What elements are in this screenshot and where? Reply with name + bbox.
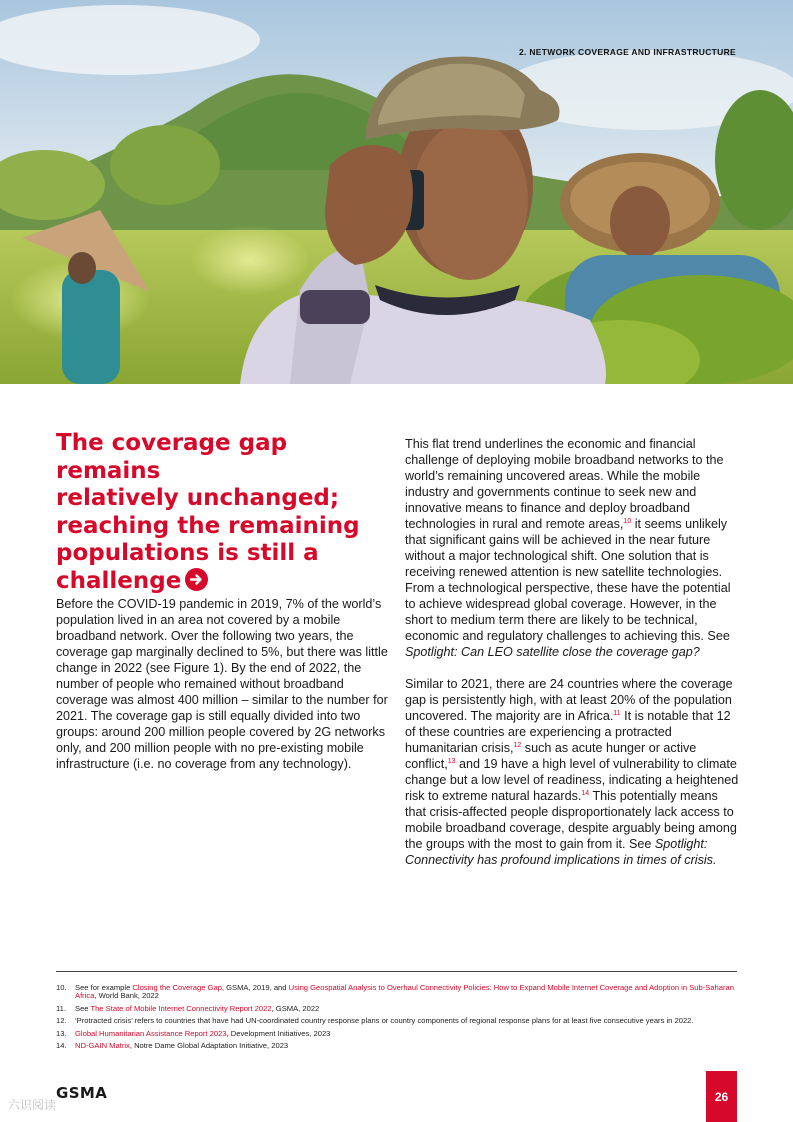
- headline-line: populations is still a: [56, 540, 319, 566]
- footnote-text: [75, 1042, 737, 1050]
- footnote-ref[interactable]: 10: [623, 518, 632, 525]
- gsma-logo: GSMA: [56, 1084, 108, 1102]
- footnote-item: [56, 1030, 737, 1038]
- footnote-number: 12.: [56, 1016, 67, 1026]
- footnote-link[interactable]: The State of Mobile Internet Connectivity Report 2022: [90, 1003, 272, 1013]
- watermark: 六识阅读: [8, 1098, 57, 1112]
- spotlight-reference: Spotlight: Connectivity has profound implications in times of crisis.: [405, 837, 717, 867]
- headline-line: reaching the remaining: [56, 512, 360, 539]
- footnote-text: [75, 1030, 737, 1038]
- arrow-right-icon[interactable]: [185, 568, 208, 591]
- right-paragraph-1: [405, 436, 740, 660]
- left-column-text: [56, 596, 389, 772]
- section-label: 2. NETWORK COVERAGE AND INFRASTRUCTURE: [519, 47, 736, 57]
- headline-line: challenge: [56, 567, 182, 594]
- page-headline: [56, 430, 396, 595]
- footnotes: [56, 984, 737, 1054]
- footnote-item: [56, 984, 737, 1001]
- footnote-text: [75, 984, 737, 1001]
- footnote-item: [56, 1005, 737, 1013]
- farmer-on-phone-illustration: [0, 0, 793, 384]
- footnote-link[interactable]: Closing the Coverage Gap: [132, 983, 222, 992]
- hero-photo: [0, 0, 793, 384]
- text-run: This potentially means that crisis-affected people disproportionately lack access to mobile broadband coverage, despite arguably being among the groups with the most to gain from it. See: [405, 789, 737, 851]
- spotlight-reference: Spotlight: Can LEO satellite close the coverage gap?: [405, 645, 700, 659]
- page-number: 26: [706, 1071, 737, 1122]
- text-run: , Development Initiatives, 2023: [226, 1028, 331, 1038]
- footnote-divider: [56, 971, 737, 972]
- text-run: Similar to 2021, there are 24 countries where the coverage gap is persistently high, with at least 20% of the population uncovered. The majority are in Africa.: [405, 677, 733, 723]
- text-run: and 19 have a high level of vulnerability to climate change but a low level of readiness, indicating a heightened risk to extreme natural hazards.: [405, 757, 739, 803]
- footnote-number: 11.: [56, 1003, 66, 1013]
- footnote-link[interactable]: Using Geospatial Analysis to Overhaul Connectivity Policies: How to Expand Mobile Internet Coverage and Adoption in Sub-Saharan Africa: [75, 983, 734, 1001]
- footnote-text: ‘Protracted crisis’ refers to countries that have had UN-coordinated country response plans or country components of regional response plans for at least five consecutive years in 2022.: [75, 1016, 694, 1026]
- footnote-link[interactable]: ND-GAIN Matrix: [75, 1041, 130, 1051]
- footnote-number: 10.: [56, 983, 67, 992]
- headline-line: relatively unchanged;: [56, 485, 340, 511]
- footnote-ref[interactable]: 14: [581, 790, 590, 797]
- text-run: , Notre Dame Global Adaptation Initiative, 2023: [129, 1041, 289, 1051]
- text-run: It is notable that 12 of these countries are experiencing a protracted humanitarian crisis,: [405, 709, 731, 755]
- footnote-number: 14.: [56, 1041, 67, 1051]
- text-run: See: [75, 1003, 91, 1013]
- footnote-number: 13.: [56, 1028, 67, 1038]
- text-run: See for example: [75, 983, 133, 992]
- footnote-ref[interactable]: 11: [613, 710, 621, 717]
- text-run: This flat trend underlines the economic and financial challenge of deploying mobile broadband networks to the world’s remaining uncovered areas. While the mobile industry and governments continue to seek new and innovative means to finance and deploy broadband technologies in rural and remote areas,: [405, 437, 724, 531]
- text-run: , GSMA, 2019, and: [221, 983, 289, 992]
- headline-line: The coverage gap remains: [56, 430, 288, 484]
- text-run: , World Bank, 2022: [94, 991, 159, 1001]
- footnote-item: [56, 1017, 737, 1025]
- footnote-ref[interactable]: 12: [513, 742, 522, 749]
- right-column-text: [405, 436, 740, 868]
- text-run: , GSMA, 2022: [271, 1003, 320, 1013]
- footnote-link[interactable]: Global Humanitarian Assistance Report 2023: [75, 1028, 227, 1038]
- footnote-ref[interactable]: 13: [447, 758, 456, 765]
- left-paragraph: Before the COVID-19 pandemic in 2019, 7% of the world’s population lived in an area not covered by a mobile broadband network. Over the following two years, the coverage gap marginally declined to 5%, but there was little change in 2022 (see Figure 1). By the end of 2022, the number of people who remained without broadband coverage was almost 400 million – similar to the number for 2021. The coverage gap is still equally divided into two groups: around 200 million people covered by 2G networks only, and 200 million people with no pre-existing mobile infrastructure (i.e. no coverage from any technology).: [56, 597, 388, 771]
- text-run: it seems unlikely that significant gains will be achieved in the near future without a major technological shift. One solution that is receiving renewed attention is new satellite technologies. From a technological perspective, these have the potential to achieve widespread global coverage. However, in the short to medium term there are likely to be technical, economic and regulatory challenges to achieving this. See: [405, 517, 731, 643]
- footnote-text: [75, 1005, 737, 1013]
- text-run: such as acute hunger or active conflict,: [405, 741, 697, 771]
- footnote-item: [56, 1042, 737, 1050]
- right-paragraph-2: [405, 676, 740, 868]
